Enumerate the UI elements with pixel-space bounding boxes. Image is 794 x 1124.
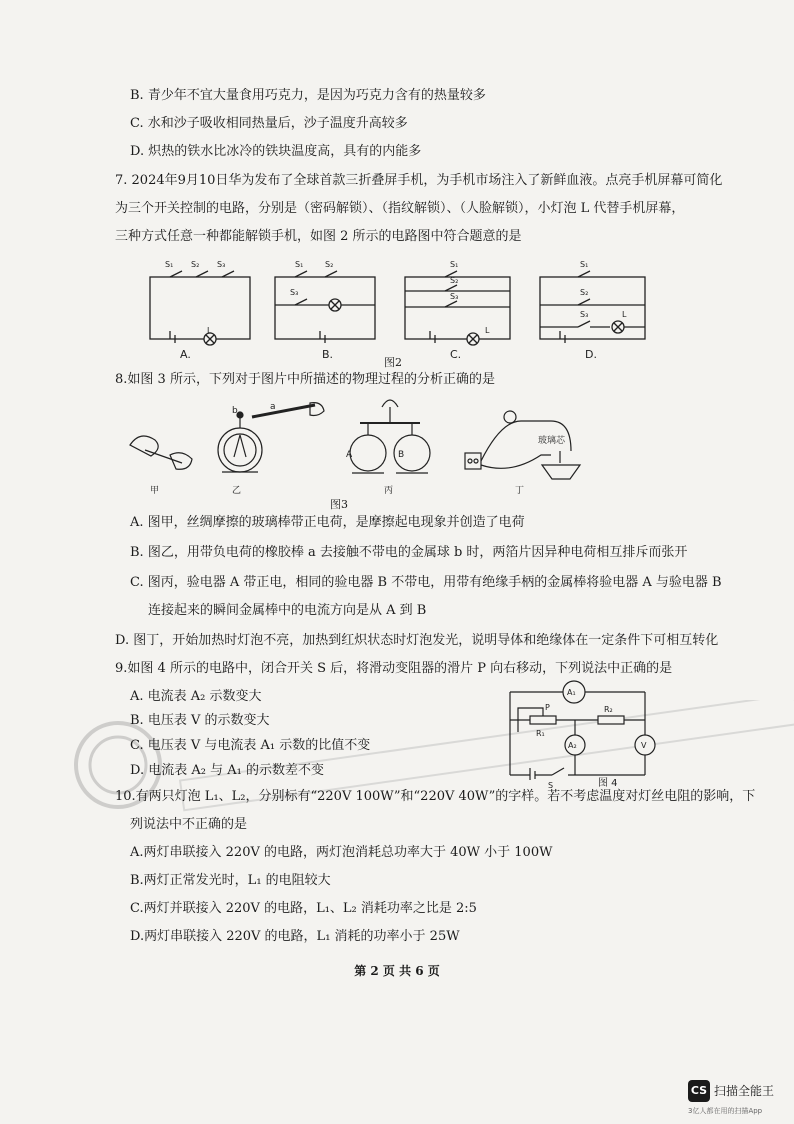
q7-stem-line1: 7. 2024年9月10日华为发布了全球首款三折叠屏手机，为手机市场注入了新鲜血液。点亮手机屏幕可简化 bbox=[115, 173, 723, 188]
label-s2: S₂ bbox=[580, 288, 589, 297]
q8-option-a: A. 图甲，丝绸摩擦的玻璃棒带正电荷，是摩擦起电现象并创造了电荷 bbox=[130, 515, 525, 530]
figure-2-circuits bbox=[140, 255, 680, 365]
q6-option-d: D. 炽热的铁水比冰冷的铁块温度高，具有的内能多 bbox=[130, 144, 422, 159]
label-A: A bbox=[346, 450, 353, 460]
q9-option-c: C. 电压表 V 与电流表 A₁ 示数的比值不变 bbox=[130, 738, 371, 753]
page-footer: 第 2 页 共 6 页 bbox=[354, 964, 440, 978]
label-ding: 丁 bbox=[515, 486, 525, 495]
q9-stem: 9.如图 4 所示的电路中，闭合开关 S 后，将滑动变阻器的滑片 P 向右移动，下列说法中正确的是 bbox=[115, 661, 673, 676]
brand-tagline: 3亿人都在用的扫描App bbox=[688, 1107, 763, 1115]
label-s1: S₁ bbox=[165, 260, 174, 269]
q6-option-b: B. 青少年不宜大量食用巧克力，是因为巧克力含有的热量较多 bbox=[130, 88, 486, 103]
label-s3: S₃ bbox=[450, 292, 459, 301]
label-s3: S₃ bbox=[290, 288, 299, 297]
label-s2: S₂ bbox=[450, 276, 459, 285]
q10-option-a: A.两灯串联接入 220V 的电路，两灯泡消耗总功率大于 40W 小于 100W bbox=[130, 845, 553, 860]
label-jia: 甲 bbox=[150, 486, 160, 495]
q10-option-c: C.两灯并联接入 220V 的电路，L₁、L₂ 消耗功率之比是 2:5 bbox=[130, 901, 477, 916]
label-a: A. bbox=[180, 348, 191, 361]
label-s3: S₃ bbox=[217, 260, 226, 269]
label-s3: S₃ bbox=[580, 310, 589, 319]
q8-option-c-line2: 连接起来的瞬间金属棒中的电流方向是从 A 到 B bbox=[148, 603, 427, 618]
label-a1: A₁ bbox=[567, 688, 576, 697]
label-b: b bbox=[232, 406, 238, 416]
label-b: B. bbox=[322, 348, 334, 361]
label-d: D. bbox=[585, 348, 597, 361]
brand-name: 扫描全能王 bbox=[714, 1084, 775, 1098]
figure-2-caption: 图2 bbox=[384, 356, 402, 369]
circuit-d bbox=[540, 271, 645, 343]
label-p: P bbox=[545, 703, 550, 712]
q8-option-b: B. 图乙，用带负电荷的橡胶棒 a 去接触不带电的金属球 b 时，两箔片因异种电荷相互排斥而张开 bbox=[130, 545, 688, 560]
label-a2: A₂ bbox=[568, 741, 577, 750]
label-r2: R₂ bbox=[604, 705, 613, 714]
circuit-a bbox=[150, 271, 250, 345]
figure-4-caption: 图 4 bbox=[598, 778, 618, 789]
q8-stem: 8.如图 3 所示，下列对于图片中所描述的物理过程的分析正确的是 bbox=[115, 372, 495, 387]
camscanner-logo-icon: CS bbox=[688, 1080, 710, 1102]
circuit-b bbox=[275, 271, 375, 343]
label-s1: S₁ bbox=[295, 260, 304, 269]
label-s2: S₂ bbox=[325, 260, 334, 269]
q9-option-a: A. 电流表 A₂ 示数变大 bbox=[130, 689, 262, 704]
label-v: V bbox=[641, 741, 647, 750]
label-s1: S₁ bbox=[580, 260, 589, 269]
label-lamp: L bbox=[207, 326, 212, 335]
label-B: B bbox=[398, 450, 405, 460]
q7-stem-line3: 三种方式任意一种都能解锁手机，如图 2 所示的电路图中符合题意的是 bbox=[115, 229, 522, 244]
q10-stem-line1: 10.有两只灯泡 L₁、L₂，分别标有“220V 100W”和“220V 40W”的字样。若不考虑温度对灯丝电阻的影响，下 bbox=[115, 789, 756, 804]
fig-bing-electroscopes bbox=[350, 400, 430, 473]
q10-option-b: B.两灯正常发光时，L₁ 的电阻较大 bbox=[130, 873, 331, 888]
label-glass: 玻璃芯 bbox=[538, 436, 566, 446]
label-s1: S₁ bbox=[450, 260, 459, 269]
q6-option-c: C. 水和沙子吸收相同热量后，沙子温度升高较多 bbox=[130, 116, 408, 131]
q9-option-b: B. 电压表 V 的示数变大 bbox=[130, 713, 270, 728]
label-lamp: L bbox=[485, 326, 490, 335]
figure-3-caption: 图3 bbox=[330, 498, 348, 511]
figure-4-circuit bbox=[500, 680, 670, 790]
q8-option-c-line1: C. 图丙，验电器 A 带正电，相同的验电器 B 不带电，用带有绝缘手柄的金属棒将验电器 A 与验电器 B bbox=[130, 575, 722, 590]
label-yi: 乙 bbox=[232, 486, 242, 495]
label-r1: R₁ bbox=[536, 729, 545, 738]
label-lamp: L bbox=[622, 310, 627, 319]
q10-stem-line2: 列说法中不正确的是 bbox=[130, 817, 248, 832]
q7-stem-line2: 为三个开关控制的电路，分别是（密码解锁）、（指纹解锁）、（人脸解锁），小灯泡 L 代替手机屏幕， bbox=[115, 201, 685, 216]
figure-3-illustrations bbox=[120, 395, 590, 495]
q9-option-d: D. 电流表 A₂ 与 A₁ 的示数差不变 bbox=[130, 763, 324, 778]
label-a: a bbox=[270, 402, 276, 412]
label-bing: 丙 bbox=[384, 486, 394, 495]
q10-option-d: D.两灯串联接入 220V 的电路，L₁ 消耗的功率小于 25W bbox=[130, 929, 460, 944]
fig-jia-rubbing bbox=[130, 436, 192, 469]
q8-option-d: D. 图丁，开始加热时灯泡不亮，加热到红炽状态时灯泡发光，说明导体和绝缘体在一定条件下可相互转化 bbox=[115, 633, 719, 648]
label-s2: S₂ bbox=[191, 260, 200, 269]
label-c: C. bbox=[450, 348, 462, 361]
label-s: S bbox=[548, 781, 554, 790]
